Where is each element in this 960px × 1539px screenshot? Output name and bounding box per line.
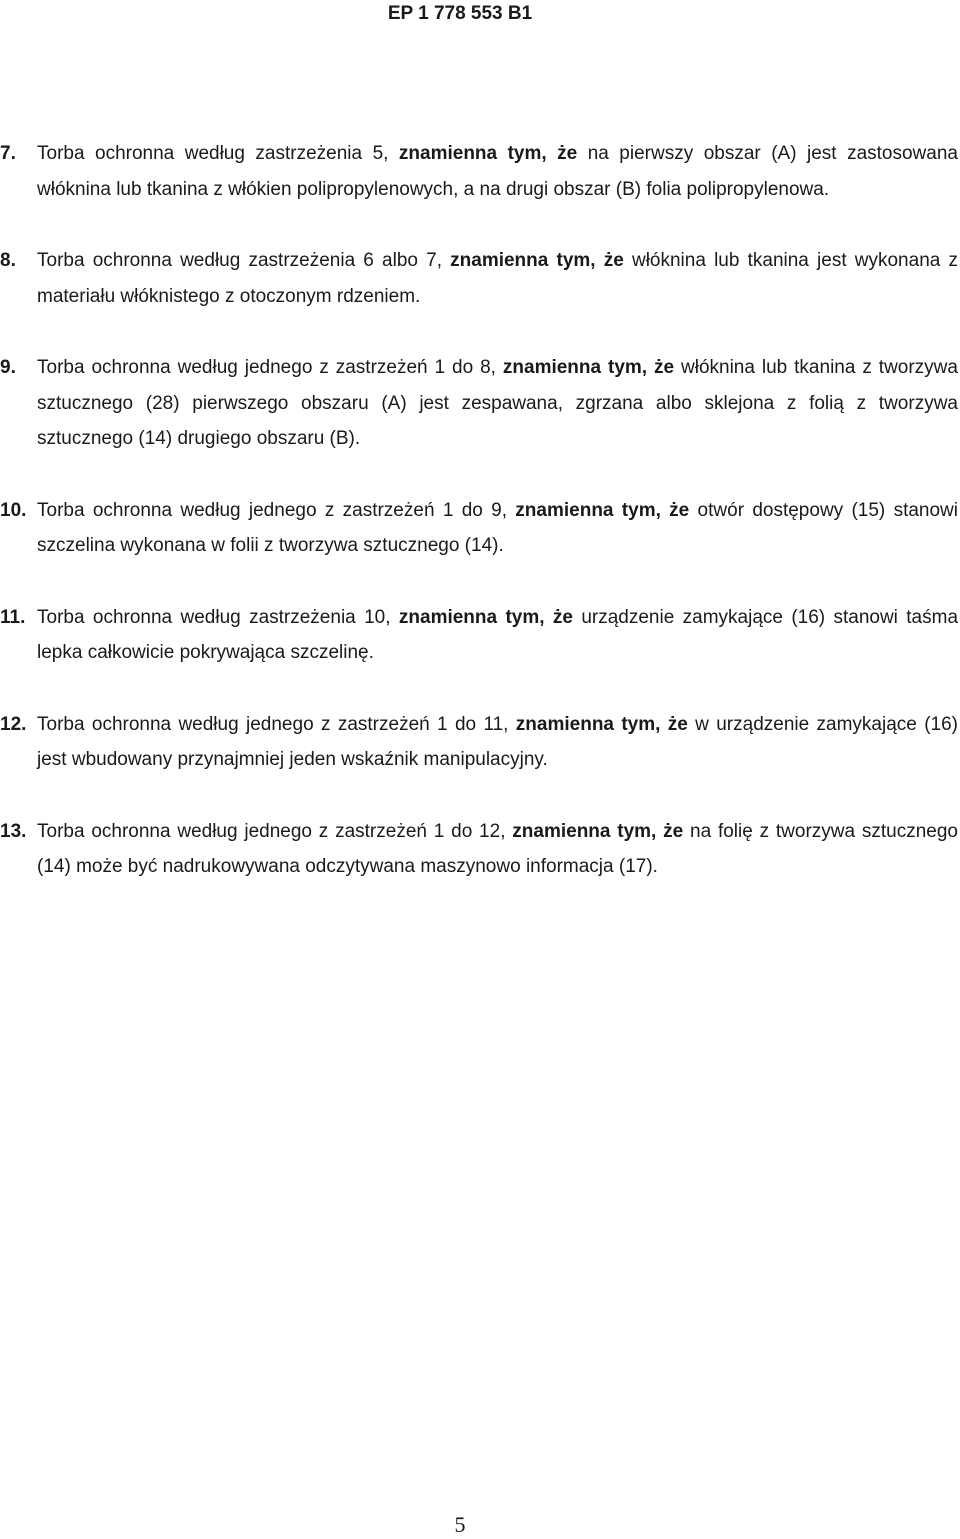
claim-number: 9.: [0, 357, 16, 378]
claim-number: 10.: [0, 499, 27, 521]
claim-number: 7.: [0, 143, 16, 164]
claim-text: włóknina lub tkanina jest wykonana z materiału włóknistego z otoczonym rdzeniem.: [37, 250, 958, 307]
claim-8: [0, 243, 958, 314]
claim-keyword: znamienna tym, że: [512, 820, 684, 842]
claim-text: Torba ochronna według zastrzeżenia 10,: [37, 606, 399, 628]
claims-list: [0, 136, 958, 921]
claim-number: 11.: [0, 606, 26, 628]
claim-13: [0, 814, 958, 885]
claim-keyword: znamienna tym, że: [515, 713, 688, 735]
claim-keyword: znamienna tym, że: [502, 357, 675, 378]
claim-7: [0, 136, 958, 207]
claim-12: [0, 707, 958, 778]
claim-text: włóknina lub tkanina z tworzywa sztucznego (28) pierwszego obszaru (A) jest zespawana, zgrzana albo sklejona z folią z tworzywa sztucznego (14) drugiego obszaru (B).: [37, 357, 958, 449]
claim-text: w urządzenie zamykające (16) jest wbudowany przynajmniej jeden wskaźnik manipulacyjny.: [37, 713, 958, 770]
claim-10: [0, 493, 958, 564]
claim-text: otwór dostępowy (15) stanowi szczelina wykonana w folii z tworzywa sztucznego (14).: [37, 499, 958, 556]
claim-11: [0, 600, 958, 671]
claim-text: Torba ochronna według jednego z zastrzeżeń 1 do 9,: [37, 499, 516, 521]
claim-text: Torba ochronna według jednego z zastrzeżeń 1 do 11,: [37, 713, 516, 735]
claim-text: Torba ochronna według jednego z zastrzeżeń 1 do 12,: [37, 820, 513, 842]
claim-text: na folię z tworzywa sztucznego (14) może być nadrukowywana odczytywana maszynowo informacja (17).: [37, 820, 958, 877]
claim-text: Torba ochronna według jednego z zastrzeżeń 1 do 8,: [37, 357, 503, 378]
claim-keyword: znamienna tym, że: [450, 250, 624, 271]
document-number-header: EP 1 778 553 B1: [387, 3, 533, 24]
claim-number: 12.: [0, 713, 27, 735]
claim-text: urządzenie zamykające (16) stanowi taśma lepka całkowicie pokrywająca szczelinę.: [37, 606, 959, 663]
claim-text: na pierwszy obszar (A) jest zastosowana włóknina lub tkanina z włókien polipropylenowych, a na drugi obszar (B) folia polipropylenowa.: [37, 143, 958, 200]
claim-9: [0, 350, 958, 457]
claim-number: 13.: [0, 820, 27, 842]
page-number: 5: [454, 1512, 466, 1537]
claim-number: 8.: [0, 250, 16, 271]
claim-keyword: znamienna tym, że: [515, 499, 690, 521]
claim-keyword: znamienna tym, że: [398, 143, 578, 164]
claim-text: Torba ochronna według zastrzeżenia 6 albo 7,: [37, 250, 451, 271]
claim-keyword: znamienna tym, że: [398, 606, 573, 628]
claim-text: Torba ochronna według zastrzeżenia 5,: [37, 143, 399, 164]
